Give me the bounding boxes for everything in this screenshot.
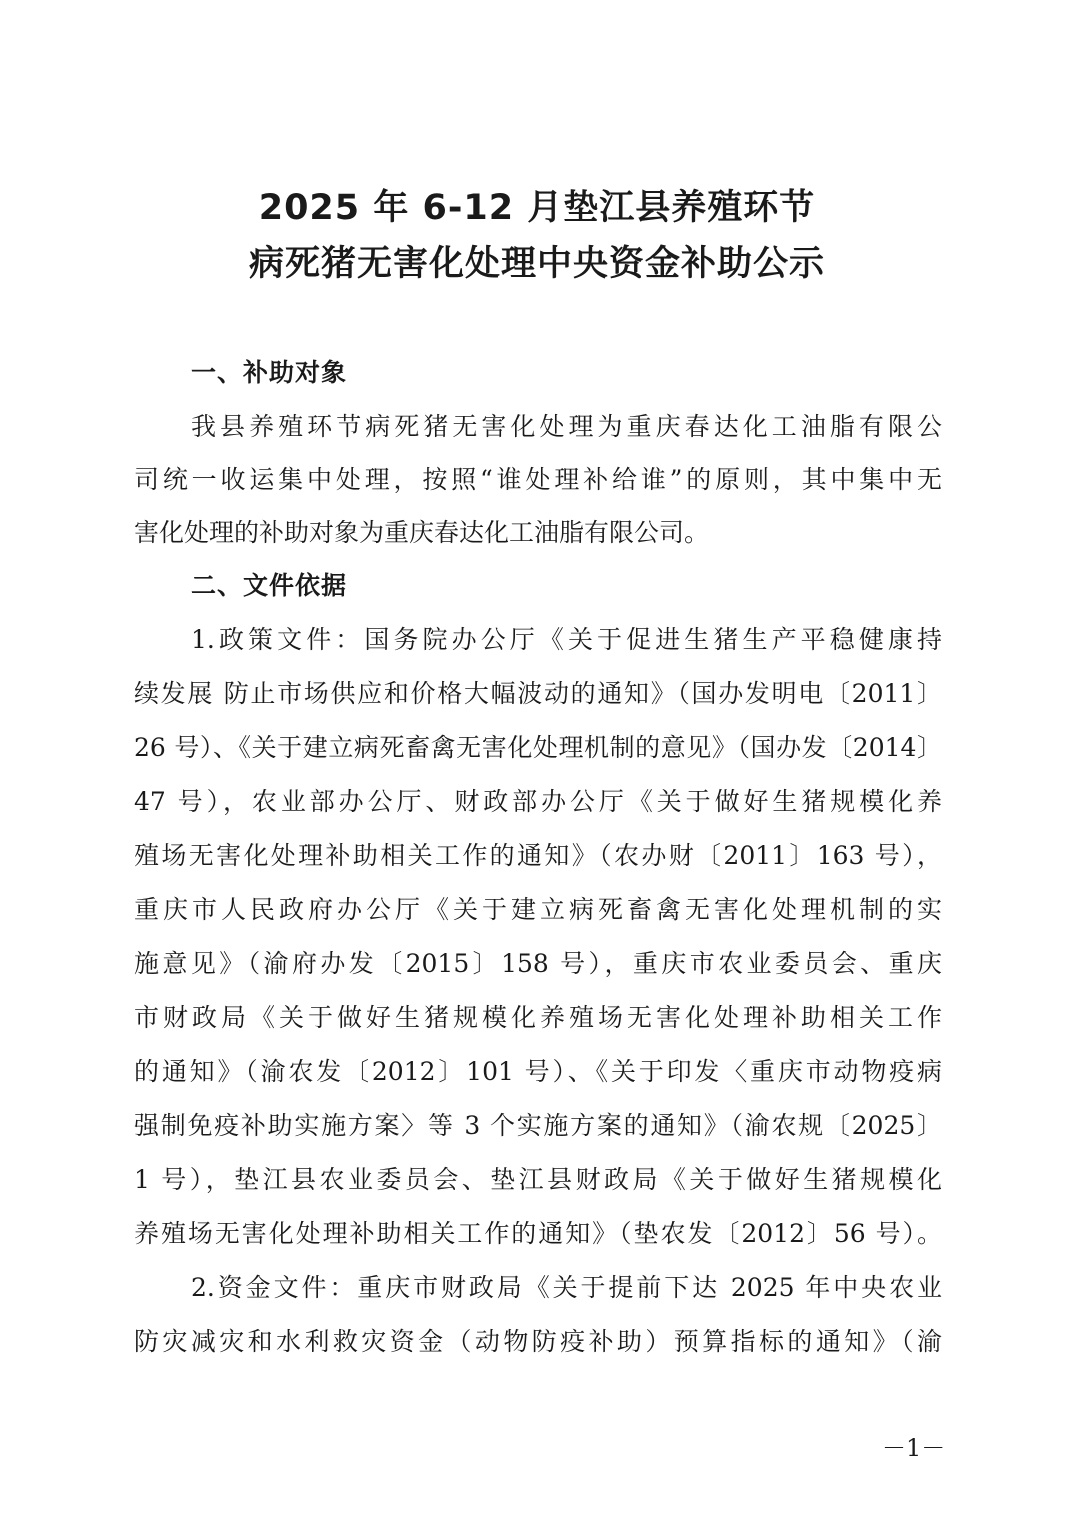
paragraph-line: 2.资金文件：重庆市财政局《关于提前下达 2025 年中央农业 [191,1273,942,1302]
paragraph-line: 司统一收运集中处理，按照“谁处理补给谁”的原则，其中集中无 [134,465,942,494]
paragraph-line: 的通知》（渝农发〔2012〕101 号）、《关于印发〈重庆市动物疫病 [134,1057,942,1086]
paragraph-line: 强制免疫补助实施方案〉等 3 个实施方案的通知》（渝农规〔2025〕 [134,1111,942,1140]
paragraph-line: 市财政局《关于做好生猪规模化养殖场无害化处理补助相关工作 [134,1003,942,1032]
paragraph-line: 施意见》（渝府办发〔2015〕158 号），重庆市农业委员会、重庆 [134,949,942,978]
section-heading-subsidy-target: 一、补助对象 [191,358,348,387]
paragraph-line: 1 号），垫江县农业委员会、垫江县财政局《关于做好生猪规模化 [134,1165,942,1194]
section-heading-document-basis: 二、文件依据 [191,571,348,600]
document-title-line-1: 2025 年 6-12 月垫江县养殖环节 [258,188,816,228]
paragraph-line: 防灾减灾和水利救灾资金（动物防疫补助）预算指标的通知》（渝 [134,1327,942,1356]
paragraph-line: 26 号）、《关于建立病死畜禽无害化处理机制的意见》（国办发〔2014〕 [134,733,942,762]
paragraph-line: 我县养殖环节病死猪无害化处理为重庆春达化工油脂有限公 [191,412,942,441]
paragraph-line: 47 号），农业部办公厅、财政部办公厅《关于做好生猪规模化养 [134,787,942,816]
paragraph-line: 殖场无害化处理补助相关工作的通知》（农办财〔2011〕163 号）， [134,841,942,870]
paragraph-line: 重庆市人民政府办公厅《关于建立病死畜禽无害化处理机制的实 [134,895,942,924]
paragraph-line: 养殖场无害化处理补助相关工作的通知》（垫农发〔2012〕56 号）。 [134,1219,942,1248]
paragraph-line: 续发展 防止市场供应和价格大幅波动的通知》（国办发明电〔2011〕 [134,679,942,708]
paragraph-line: 害化处理的补助对象为重庆春达化工油脂有限公司。 [134,518,710,547]
document-title-line-2: 病死猪无害化处理中央资金补助公示 [248,244,825,284]
paragraph-line: 1.政策文件：国务院办公厅《关于促进生猪生产平稳健康持 [191,625,942,654]
page-number: －1－ [882,1434,946,1462]
